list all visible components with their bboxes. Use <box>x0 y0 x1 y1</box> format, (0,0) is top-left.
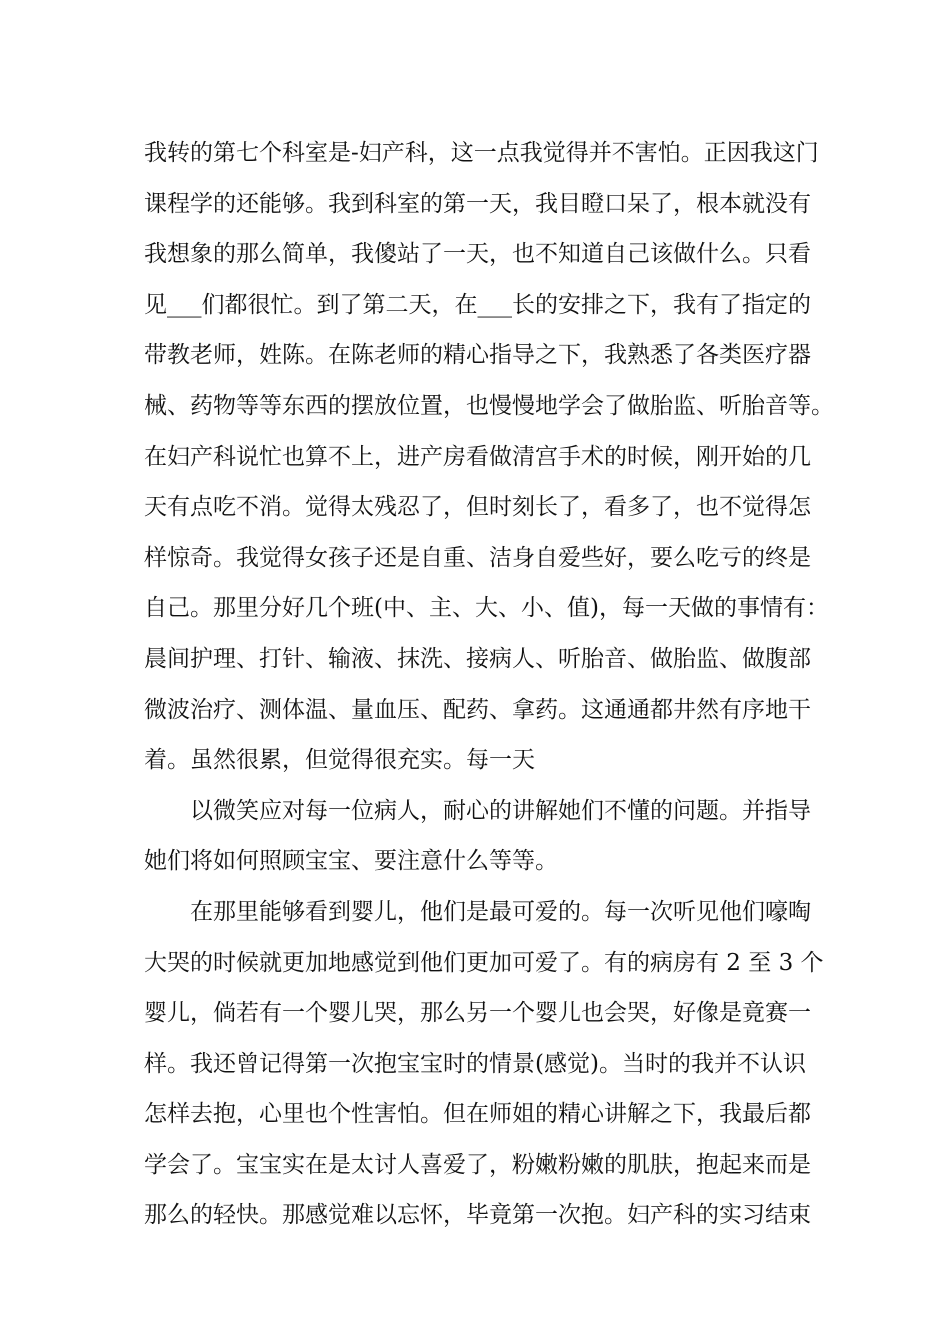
text-line: 天有点吃不消。觉得太残忍了，但时刻长了，看多了，也不觉得怎 <box>144 494 811 521</box>
text-line: 样惊奇。我觉得女孩子还是自重、洁身自爱些好，要么吃亏的终是 <box>144 544 811 571</box>
text-line: 见___们都很忙。到了第二天，在___长的安排之下，我有了指定的 <box>144 291 811 318</box>
text-line: 械、药物等等东西的摆放位置，也慢慢地学会了做胎监、听胎音等。 <box>144 392 834 419</box>
text-line: 学会了。宝宝实在是太讨人喜爱了，粉嫩粉嫩的肌肤，抱起来而是 <box>144 1151 811 1178</box>
text-line: 我想象的那么简单，我傻站了一天，也不知道自己该做什么。只看 <box>144 241 811 268</box>
text-line: 微波治疗、测体温、量血压、配药、拿药。这通通都井然有序地干 <box>144 696 811 723</box>
paragraph-3 <box>144 887 824 1241</box>
text-line: 在那里能够看到婴儿，他们是最可爱的。每一次听见他们嚎啕 <box>190 898 811 925</box>
text-line: 自己。那里分好几个班(中、主、大、小、值)，每一天做的事情有： <box>144 595 829 622</box>
text-line: 婴儿，倘若有一个婴儿哭，那么另一个婴儿也会哭，好像是竟赛一 <box>144 1000 811 1027</box>
paragraph-2 <box>144 786 810 887</box>
text-line: 她们将如何照顾宝宝、要注意什么等等。 <box>144 848 558 875</box>
text-line: 以微笑应对每一位病人，耐心的讲解她们不懂的问题。并指导 <box>190 797 811 824</box>
document-body <box>144 128 834 1241</box>
text-line: 在妇产科说忙也算不上，进产房看做清宫手术的时候，刚开始的几 <box>144 443 811 470</box>
text-line: 带教老师，姓陈。在陈老师的精心指导之下，我熟悉了各类医疗器 <box>144 342 811 369</box>
text-line: 怎样去抱，心里也个性害怕。但在师姐的精心讲解之下，我最后都 <box>144 1101 811 1128</box>
text-line: 课程学的还能够。我到科室的第一天，我目瞪口呆了，根本就没有 <box>144 190 811 217</box>
text-line: 样。我还曾记得第一次抱宝宝时的情景(感觉)。当时的我并不认识 <box>144 1050 806 1077</box>
text-line: 那么的轻快。那感觉难以忘怀，毕竟第一次抱。妇产科的实习结束 <box>144 1202 811 1229</box>
paragraph-1 <box>144 128 834 786</box>
text-line: 着。虽然很累，但觉得很充实。每一天 <box>144 747 535 774</box>
text-line: 晨间护理、打针、输液、抹洗、接病人、听胎音、做胎监、做腹部 <box>144 645 811 672</box>
text-line: 大哭的时候就更加地感觉到他们更加可爱了。有的病房有 2 至 3 个 <box>144 949 824 976</box>
text-line: 我转的第七个科室是-妇产科，这一点我觉得并不害怕。正因我这门 <box>144 140 819 166</box>
